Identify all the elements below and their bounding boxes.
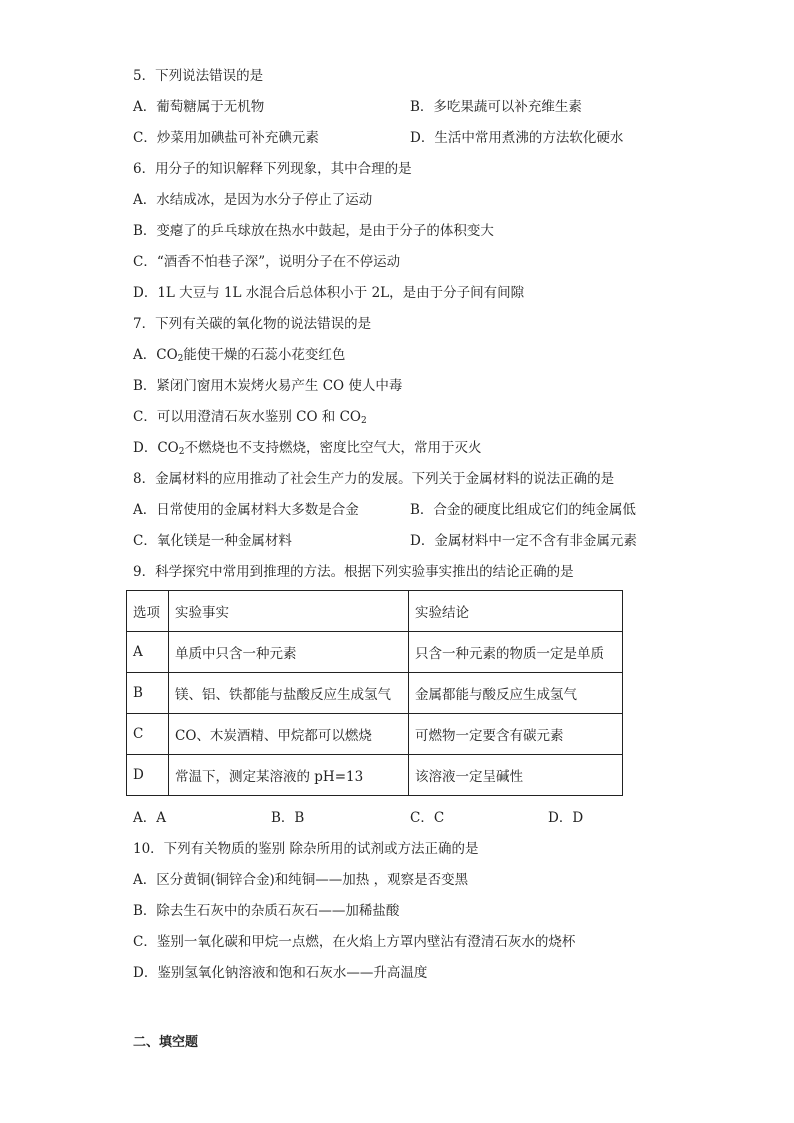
- question-10-stem: 10．下列有关物质的鉴别 除杂所用的试剂或方法正确的是: [133, 841, 479, 857]
- question-8-stem: 8．金属材料的应用推动了社会生产力的发展。下列关于金属材料的说法正确的是: [133, 471, 615, 487]
- question-9-stem: 9．科学探究中常用到推理的方法。根据下列实验事实推出的结论正确的是: [133, 564, 574, 580]
- question-9-table: [126, 590, 623, 796]
- question-5-option-d: D．生活中常用煮沸的方法软化硬水: [410, 130, 624, 146]
- table-cell: 可燃物一定要含有碳元素: [409, 714, 623, 755]
- table-row: [127, 755, 623, 796]
- question-5-option-c: C．炒菜用加碘盐可补充碘元素: [133, 130, 319, 146]
- table-cell: 只含一种元素的物质一定是单质: [409, 632, 623, 673]
- table-cell: CO、木炭酒精、甲烷都可以燃烧: [169, 714, 409, 755]
- table-cell: C: [127, 714, 169, 755]
- table-cell: D: [127, 755, 169, 796]
- question-8-option-b: B．合金的硬度比组成它们的纯金属低: [410, 502, 636, 518]
- table-header-row: [127, 591, 623, 632]
- table-cell: A: [127, 632, 169, 673]
- question-6-option-c: C．“酒香不怕巷子深”，说明分子在不停运动: [133, 254, 401, 270]
- table-header-cell: 实验结论: [409, 591, 623, 632]
- question-5-stem: 5．下列说法错误的是: [133, 68, 264, 84]
- question-7-option-b: B．紧闭门窗用木炭烤火易产生 CO 使人中毒: [133, 378, 403, 394]
- question-6-option-a: A．水结成冰，是因为水分子停止了运动: [133, 192, 373, 208]
- question-5-option-b: B．多吃果蔬可以补充维生素: [410, 99, 582, 115]
- question-7-option-d: D．$CO_2$不燃烧也不支持燃烧，密度比空气大，常用于灭火: [133, 440, 482, 457]
- question-10-option-d: D．鉴别氢氧化钠溶液和饱和石灰水——升高温度: [133, 965, 428, 981]
- question-8-option-a: A．日常使用的金属材料大多数是合金: [133, 502, 359, 518]
- question-5-option-a: A．葡萄糖属于无机物: [133, 99, 265, 115]
- question-9-option-a: A．A: [133, 810, 166, 826]
- question-6-option-b: B．变瘪了的乒乓球放在热水中鼓起，是由于分子的体积变大: [133, 223, 494, 239]
- question-7-option-c: C．可以用澄清石灰水鉴别 CO 和 $CO_2$: [133, 409, 367, 426]
- question-8-option-d: D．金属材料中一定不含有非金属元素: [410, 533, 637, 549]
- table-cell: 该溶液一定呈碱性: [409, 755, 623, 796]
- question-7-option-a: A．$CO_2$能使干燥的石蕊小花变红色: [133, 347, 346, 364]
- table-row: [127, 714, 623, 755]
- question-8-option-c: C．氧化镁是一种金属材料: [133, 533, 292, 549]
- table-cell: B: [127, 673, 169, 714]
- question-10-option-c: C．鉴别一氧化碳和甲烷一点燃，在火焰上方罩内壁沾有澄清石灰水的烧杯: [133, 934, 576, 950]
- section-heading: 二、填空题: [133, 1035, 199, 1050]
- question-6-option-d: D．1L 大豆与 1L 水混合后总体积小于 2L，是由于分子间有间隙: [133, 285, 525, 301]
- table-row: [127, 673, 623, 714]
- question-7-stem: 7．下列有关碳的氧化物的说法错误的是: [133, 316, 372, 332]
- question-10-option-a: A．区分黄铜(铜锌合金)和纯铜——加热 ，观察是否变黑: [133, 872, 469, 888]
- table-cell: 金属都能与酸反应生成氢气: [409, 673, 623, 714]
- question-9-option-c: C．C: [410, 810, 445, 826]
- question-9-option-b: B．B: [271, 810, 305, 826]
- table-header-cell: 实验事实: [169, 591, 409, 632]
- table-cell: 单质中只含一种元素: [169, 632, 409, 673]
- table-header-cell: 选项: [127, 591, 169, 632]
- question-10-option-b: B．除去生石灰中的杂质石灰石——加稀盐酸: [133, 903, 400, 919]
- question-6-stem: 6．用分子的知识解释下列现象，其中合理的是: [133, 161, 412, 177]
- table-row: [127, 632, 623, 673]
- table-cell: 常温下，测定某溶液的 pH=13: [169, 755, 409, 796]
- question-9-option-d: D．D: [548, 810, 584, 826]
- table-cell: 镁、铝、铁都能与盐酸反应生成氢气: [169, 673, 409, 714]
